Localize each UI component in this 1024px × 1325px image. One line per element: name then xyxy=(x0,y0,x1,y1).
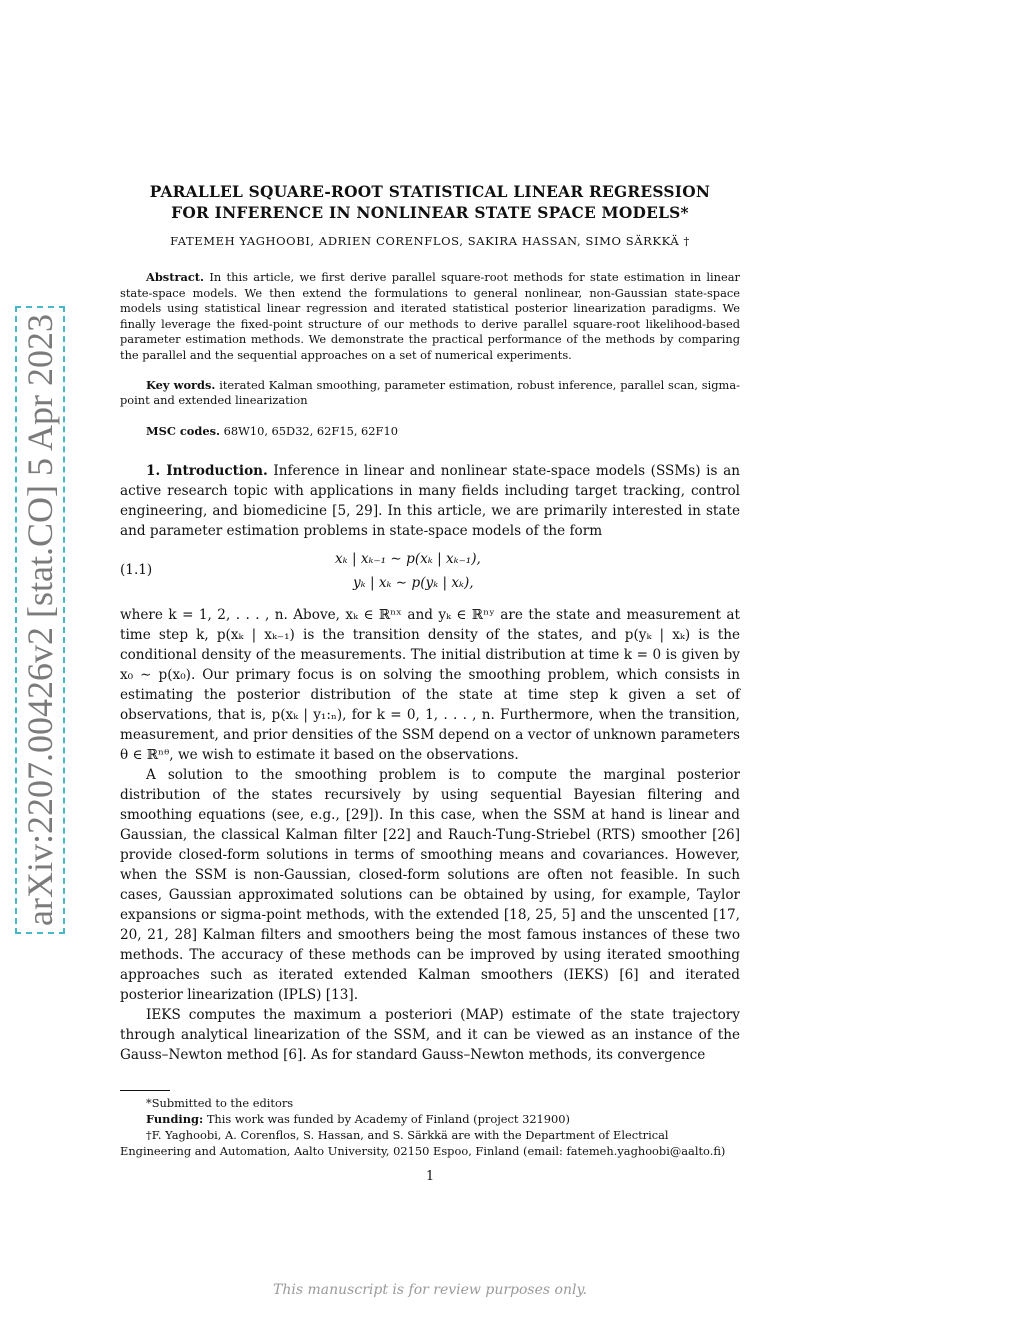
paper-page xyxy=(120,182,740,1065)
intro-paragraph-2: where k = 1, 2, . . . , n. Above, xₖ ∈ ℝⁿˣ and yₖ ∈ ℝⁿʸ are the state and measurement at time step k, p(xₖ | xₖ₋₁) is the transition density of the states, and p(yₖ | xₖ) is the conditional density of the measurements. The initial distribution at time k = 0 is given by x₀ ∼ p(x₀). Our primary focus is on solving the smoothing problem, which consists in estimating the posterior distribution of the state at time step k given a set of observations, that is, p(xₖ | y₁:ₙ), for k = 0, 1, . . . , n. Furthermore, when the transition, measurement, and prior densities of the SSM depend on a vector of unknown parameters θ ∈ ℝⁿᶿ, we wish to estimate it based on the observations. xyxy=(120,607,740,764)
abstract-label: Abstract. xyxy=(146,270,205,284)
msc-label: MSC codes. xyxy=(146,423,220,438)
equation-line-1: xₖ | xₖ₋₁ ∼ p(xₖ | xₖ₋₁), xyxy=(335,551,481,568)
intro-paragraph-4: IEKS computes the maximum a posteriori (MAP) estimate of the state trajectory through analytical linearization of the SSM, and it can be viewed as an instance of the Gauss–Newton method [6]. As for standard Gauss–Newton methods, its convergence xyxy=(120,1007,740,1064)
footnote-submitted: *Submitted to the editors xyxy=(146,1096,294,1110)
arxiv-id-text: arXiv:2207.00426v2 [stat.CO] 5 Apr 2023 xyxy=(19,310,61,930)
author-list: FATEMEH YAGHOOBI, ADRIEN CORENFLOS, SAKIRA HASSAN, SIMO SÄRKKÄ † xyxy=(170,234,690,248)
msc-codes xyxy=(120,424,740,440)
intro-paragraph-1 xyxy=(120,461,740,541)
intro-p1-text: Inference in linear and nonlinear state-space models (SSMs) is an active research topic with applications in many fields including target tracking, control engineering, and biomedicine [5, 29]. In this article, we are primarily interested in state and parameter estimation problems in state-space models of the form xyxy=(120,463,740,540)
footnote-affiliation: †F. Yaghoobi, A. Corenflos, S. Hassan, and S. Särkkä are with the Department of Electrical Engineering and Automation, Aalto University, 02150 Espoo, Finland (email: fatemeh.yaghoobi@aalto.fi) xyxy=(120,1128,726,1158)
intro-paragraph-3: A solution to the smoothing problem is to compute the marginal posterior distribution of the states recursively by using sequential Bayesian filtering and smoothing equations (see, e.g., [29]). In this case, when the SSM at hand is linear and Gaussian, the classical Kalman filter [22] and Rauch-Tung-Striebel (RTS) smoother [26] provide closed-form solutions in terms of smoothing means and covariances. However, when the SSM is non-Gaussian, closed-form solutions are often not feasible. In such cases, Gaussian approximated solutions can be obtained by using, for example, Taylor expansions or sigma-point methods, with the extended [18, 25, 5] and the unscented [17, 20, 21, 28] Kalman filters and smoothers being the most famous instances of these two methods. The accuracy of these methods can be improved by using iterated smoothing approaches such as iterated extended Kalman smoothers (IEKS) [6] and iterated posterior linearization (IPLS) [13]. xyxy=(120,767,740,1004)
keywords xyxy=(120,378,740,409)
title-line-1: PARALLEL SQUARE-ROOT STATISTICAL LINEAR REGRESSION xyxy=(149,183,711,201)
funding-label: Funding: xyxy=(146,1112,204,1126)
footnote-rule xyxy=(120,1090,170,1091)
abstract-text: In this article, we first derive parallel square-root methods for state estimation in linear state-space models. We then extend the formulations to general nonlinear, non-Gaussian state-space models using statistical linear regression and iterated statistical posterior linearization paradigms. We finally leverage the fixed-point structure of our methods to derive parallel square-root likelihood-based parameter estimation methods. We demonstrate the practical performance of the methods by comparing the parallel and the sequential approaches on a set of numerical experiments. xyxy=(120,270,740,362)
page-number: 1 xyxy=(425,1169,435,1184)
footnote-funding xyxy=(120,1111,740,1127)
footnotes xyxy=(120,1090,740,1159)
keywords-label: Key words. xyxy=(146,377,216,392)
section-heading: 1. Introduction. xyxy=(146,463,268,480)
abstract xyxy=(120,270,740,364)
introduction-section xyxy=(120,461,740,1065)
equation-lines xyxy=(335,547,481,595)
equation-line-2: yₖ | xₖ ∼ p(yₖ | xₖ), xyxy=(353,575,474,592)
equation-1-1 xyxy=(120,547,740,601)
paper-title xyxy=(120,182,740,224)
msc-text: 68W10, 65D32, 62F15, 62F10 xyxy=(223,423,398,438)
equation-number: (1.1) xyxy=(120,562,153,579)
title-line-2: FOR INFERENCE IN NONLINEAR STATE SPACE MODELS* xyxy=(171,204,689,222)
arxiv-side-identifier xyxy=(14,314,66,926)
review-watermark: This manuscript is for review purposes only. xyxy=(273,1282,587,1298)
keywords-text: iterated Kalman smoothing, parameter estimation, robust inference, parallel scan, sigma-point and extended linearization xyxy=(120,377,740,408)
funding-text: This work was funded by Academy of Finland (project 321900) xyxy=(206,1112,570,1126)
